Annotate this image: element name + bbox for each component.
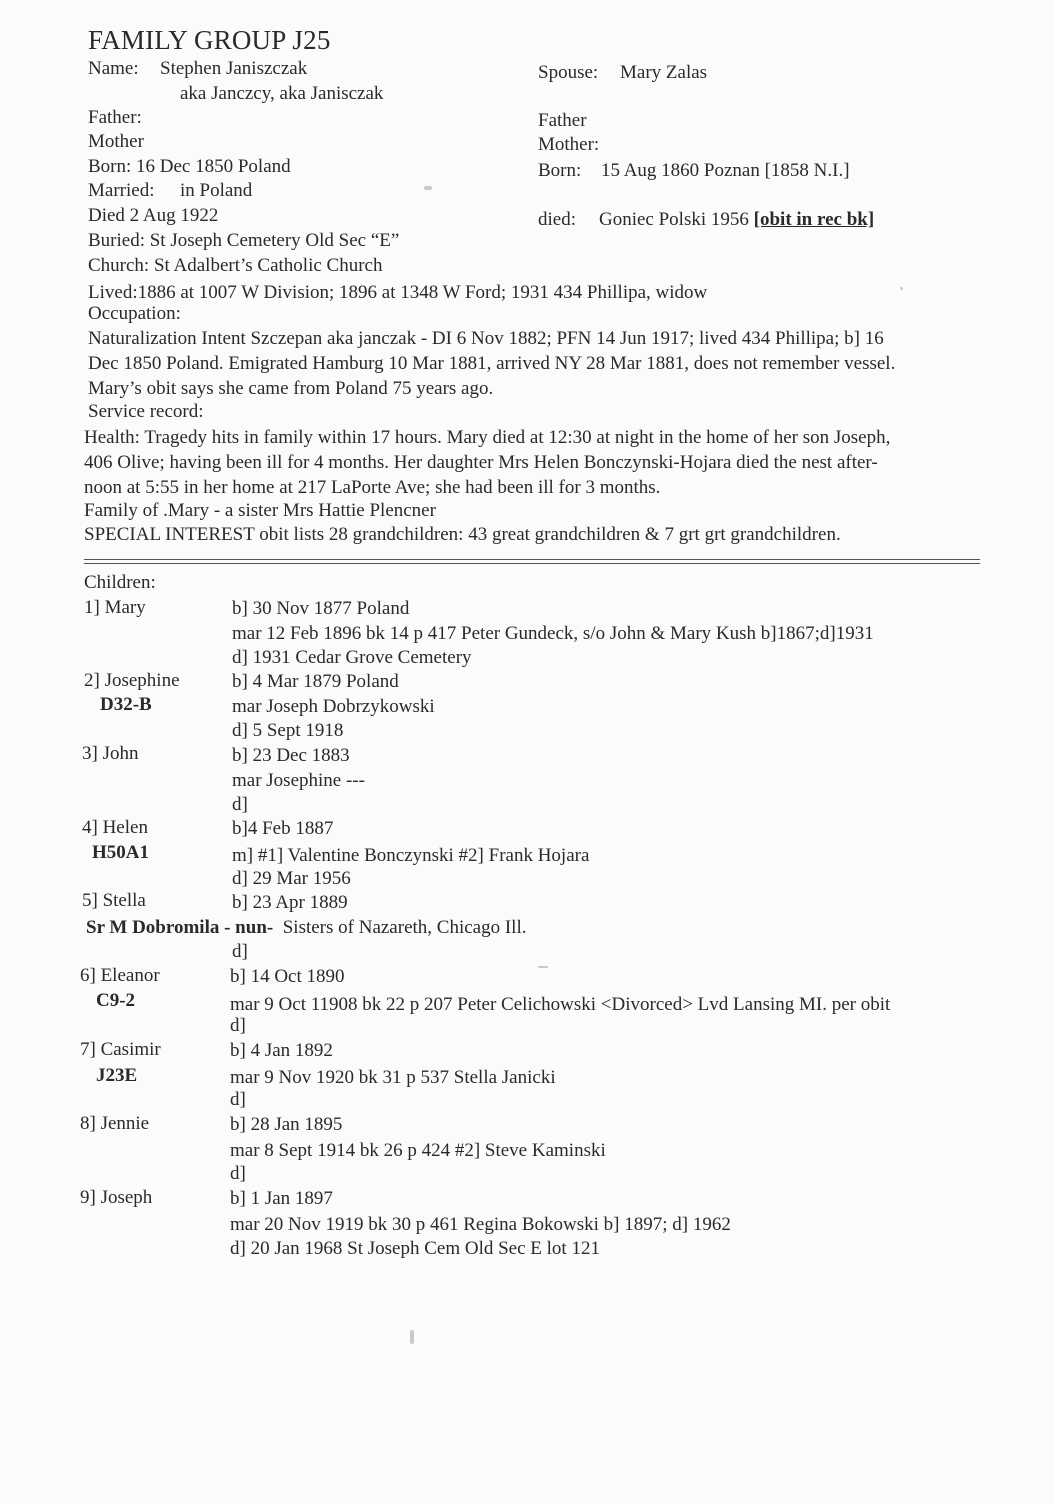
married-label: Married: (88, 180, 155, 201)
buried-line: Buried: St Joseph Cemetery Old Sec “E” (88, 230, 400, 251)
health-line-3: noon at 5:55 in her home at 217 LaPorte Ave; she had been ill for 3 months. (84, 477, 661, 498)
child-name: 5] Stella (82, 890, 146, 911)
child-name: 9] Joseph (80, 1187, 153, 1208)
mother-label: Mother (88, 131, 144, 152)
child-code: C9-2 (96, 990, 136, 1011)
child-marriage: mar Josephine --- (232, 770, 365, 791)
child-name: 2] Josephine (84, 670, 180, 691)
obit-note: [obit in rec bk] (753, 209, 875, 230)
occupation-line: Occupation: (88, 303, 181, 324)
aka-line: aka Janczcy, aka Janisczak (180, 83, 384, 104)
child-name: 1] Mary (84, 597, 146, 618)
child-code: H50A1 (92, 842, 149, 863)
child-name: 6] Eleanor (80, 965, 160, 986)
child-born: b] 14 Oct 1890 (230, 966, 345, 987)
child-marriage: mar 9 Oct 11908 bk 22 p 207 Peter Celichowski <Divorced> Lvd Lansing MI. per obit (230, 994, 891, 1015)
spouse-died-value: Goniec Polski 1956 [obit in rec bk] (599, 209, 875, 230)
scan-speck (424, 186, 432, 190)
child-born: b] 23 Apr 1889 (232, 892, 348, 913)
service-record-line: Service record: (88, 401, 204, 422)
father-label: Father: (88, 107, 142, 128)
child-died: d] 5 Sept 1918 (232, 720, 344, 741)
child-marriage: mar 20 Nov 1919 bk 30 p 461 Regina Bokowski b] 1897; d] 1962 (230, 1214, 731, 1235)
double-rule-divider (84, 559, 980, 564)
naturalization-line-2: Dec 1850 Poland. Emigrated Hamburg 10 Mar 1881, arrived NY 28 Mar 1881, does not remember vessel. (88, 353, 896, 374)
child-name: 8] Jennie (80, 1113, 150, 1134)
spouse-value: Mary Zalas (620, 62, 708, 83)
child-born: b] 23 Dec 1883 (232, 745, 350, 766)
name-value: Stephen Janiszczak (160, 58, 308, 79)
child-marriage: mar 9 Nov 1920 bk 31 p 537 Stella Janicki (230, 1067, 556, 1088)
nun-order: Sisters of Nazareth, Chicago Ill. (282, 917, 527, 938)
special-interest-line: SPECIAL INTEREST obit lists 28 grandchildren: 43 great grandchildren & 7 grt grt grandchildren. (84, 524, 841, 545)
church-line: Church: St Adalbert’s Catholic Church (88, 255, 383, 276)
child-died: d] (232, 941, 248, 962)
child-religious-note (86, 917, 526, 939)
health-line-2: 406 Olive; having been ill for 4 months. Her daughter Mrs Helen Bonczynski-Hojara died the nest after- (84, 452, 878, 473)
child-died: d] 20 Jan 1968 St Joseph Cem Old Sec E lot 121 (230, 1238, 600, 1259)
spouse-died-label: died: (538, 209, 576, 230)
scan-speck (538, 966, 548, 968)
child-born: b] 28 Jan 1895 (230, 1114, 343, 1135)
child-marriage: mar 12 Feb 1896 bk 14 p 417 Peter Gundeck, s/o John & Mary Kush b]1867;d]1931 (232, 623, 874, 644)
spouse-born-label: Born: (538, 160, 582, 181)
child-born: b] 30 Nov 1877 Poland (232, 598, 410, 619)
family-of-line: Family of .Mary - a sister Mrs Hattie Plencner (84, 500, 436, 521)
child-marriage: mar Joseph Dobrzykowski (232, 696, 435, 717)
born-line: Born: 16 Dec 1850 Poland (88, 156, 291, 177)
child-died: d] (230, 1015, 246, 1036)
child-name: 3] John (82, 743, 139, 764)
child-born: b] 4 Mar 1879 Poland (232, 671, 399, 692)
children-label: Children: (84, 572, 156, 593)
child-code: J23E (96, 1065, 138, 1086)
child-died: d] 29 Mar 1956 (232, 868, 351, 889)
child-code: D32-B (100, 694, 152, 715)
child-born: b] 4 Jan 1892 (230, 1040, 333, 1061)
child-died: d] (230, 1089, 246, 1110)
child-born: b]4 Feb 1887 (232, 818, 334, 839)
name-label: Name: (88, 58, 139, 79)
child-born: b] 1 Jan 1897 (230, 1188, 333, 1209)
spouse-label: Spouse: (538, 62, 599, 83)
died-line: Died 2 Aug 1922 (88, 205, 219, 226)
scan-speck (900, 287, 903, 290)
spouse-born-value: 15 Aug 1860 Poznan [1858 N.I.] (601, 160, 850, 181)
child-died: d] (232, 794, 248, 815)
spouse-father-label: Father (538, 110, 587, 131)
child-died: d] 1931 Cedar Grove Cemetery (232, 647, 472, 668)
nun-name: Sr M Dobromila - nun- (86, 917, 274, 938)
naturalization-line-3: Mary’s obit says she came from Poland 75 years ago. (88, 378, 494, 399)
scan-speck (410, 1330, 414, 1344)
naturalization-line-1: Naturalization Intent Szczepan aka janczak - DI 6 Nov 1882; PFN 14 Jun 1917; lived 434 Phillipa; b] 16 (88, 328, 884, 349)
child-marriage: mar 8 Sept 1914 bk 26 p 424 #2] Steve Kaminski (230, 1140, 606, 1161)
spouse-mother-label: Mother: (538, 134, 600, 155)
child-marriage: m] #1] Valentine Bonczynski #2] Frank Hojara (232, 845, 590, 866)
page-title: FAMILY GROUP J25 (88, 25, 331, 55)
married-value: in Poland (180, 180, 253, 201)
child-name: 7] Casimir (80, 1039, 161, 1060)
health-line-1: Health: Tragedy hits in family within 17 hours. Mary died at 12:30 at night in the home of her son Joseph, (84, 427, 891, 448)
lived-line: Lived:1886 at 1007 W Division; 1896 at 1348 W Ford; 1931 434 Phillipa, widow (88, 282, 708, 303)
child-name: 4] Helen (82, 817, 148, 838)
child-died: d] (230, 1163, 246, 1184)
